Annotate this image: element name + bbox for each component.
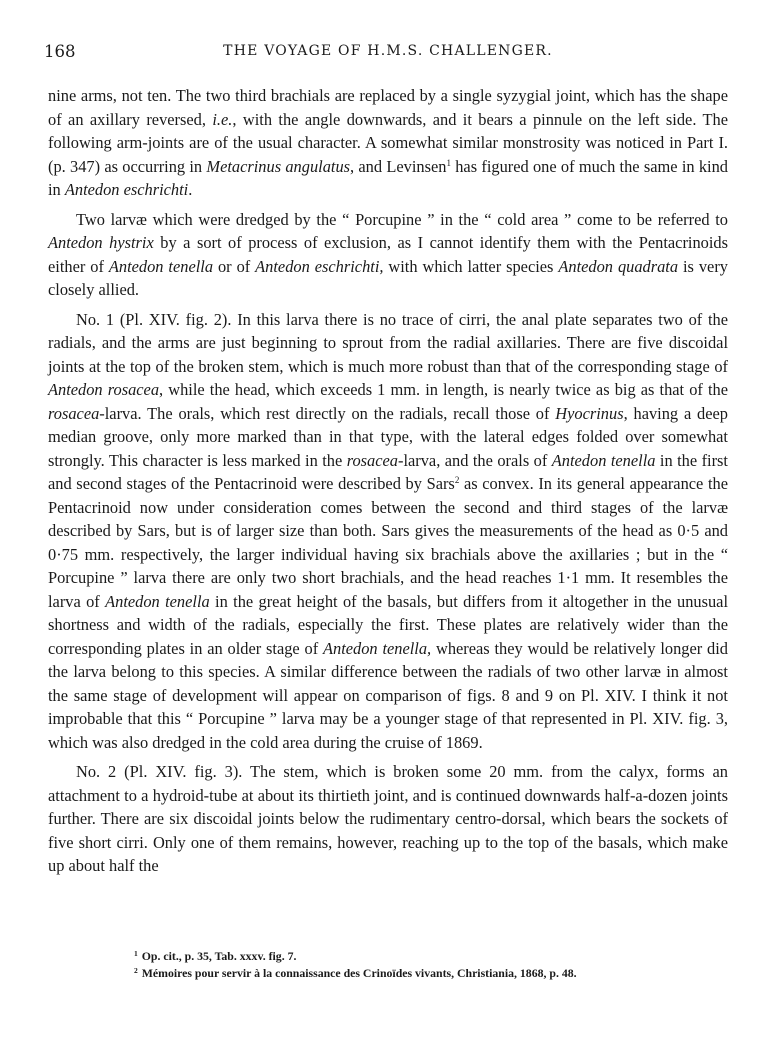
text-run: or of — [213, 256, 256, 276]
species-name: Antedon eschrichti, — [255, 256, 384, 276]
species-name: Antedon tenella — [551, 450, 656, 470]
page-header — [44, 42, 732, 66]
text-run: , and Levinsen — [350, 156, 447, 176]
paragraph-1 — [48, 84, 728, 202]
abbreviation: i.e. — [212, 109, 233, 129]
species-name: Antedon hystrix — [48, 233, 154, 252]
paragraph-4 — [48, 760, 728, 878]
species-name: Antedon tenella, — [323, 638, 432, 658]
footnote-ref: 2 — [454, 475, 460, 485]
species-name: Hyocrinus — [555, 403, 624, 423]
text-run: by a sort of process of exclusion, as I cannot identify them with the Pentacrinoids either of — [48, 233, 728, 276]
species-name: Antedon tenella — [108, 256, 214, 276]
text-run: in the great height of the basals, but differs from it altogether in the unusual shortness and width of the radials, especially the first. These plates are relatively wider than the corresponding plates in an older stage of — [48, 591, 729, 658]
text-run: -larva, and the orals of — [397, 450, 552, 470]
footnote-2 — [134, 965, 694, 982]
running-title: THE VOYAGE OF H.M.S. CHALLENGER. — [223, 43, 553, 59]
species-name: Metacrinus angulatus — [206, 156, 351, 176]
text-run: with which latter species — [383, 256, 559, 276]
text-run: , while the head, which exceeds 1 mm. in length, is nearly twice as big as that of the — [159, 380, 728, 399]
paragraph-2 — [48, 208, 728, 302]
text-run: has figured one of much the same in kind in — [48, 156, 728, 199]
text-run: , with the angle downwards, and it bears a pinnule on the left side. The following arm-joints are of the usual character. A somewhat similar monstrosity was noticed in Part I. (p. 347) as occurring in — [48, 109, 728, 176]
footnote-text: Op. cit., p. 35, Tab. xxxv. fig. 7. — [141, 949, 297, 963]
page-number: 168 — [44, 42, 76, 61]
footnote-text: Mémoires pour servir à la connaissance des Crinoïdes vivants, Christiania, 1868, p. 48. — [141, 966, 577, 980]
text-run: No. 2 (Pl. XIV. fig. 3). The stem, which is broken some 20 mm. from the calyx, forms an attachment to a hydroid-tube at about its thirtieth joint, and is continued downwards half-a-dozen joints further. There are six discoidal joints below the rudimentary centro-dorsal, which bears the sockets of five short cirri. Only one of them remains, however, reaching up to the top of the basals, which make up about half the — [48, 762, 728, 875]
text-run: as convex. In its general appearance the Pentacrinoid now under consideration comes between the second and third stages of the larvæ described by Sars, but is of larger size than both. Sars gives the measurements of the head as 0·5 and 0·75 mm. respectively, the larger individual having six brachials above the axillaries ; but in the “ Porcupine ” larva there are only two short brachials, and the head reaches 1·1 mm. It resembles the larva of — [48, 474, 728, 611]
text-run: -larva. The orals, which rest directly on the radials, recall those of — [99, 403, 556, 423]
text-run: Two larvæ which were dredged by the “ Porcupine ” in the “ cold area ” come to be referred to — [76, 209, 728, 229]
text-run: is very closely allied. — [48, 256, 728, 299]
text-run: in the first and second stages of the Pentacrinoid were described by Sars — [48, 450, 728, 493]
text-run: whereas they would be relatively longer did the larva belong to this species. A similar difference between the radials of two other larvæ in almost the same stage of development will appear on comparison of figs. 8 and 9 on Pl. XIV. I think it not improbable that this “ Porcupine ” larva may be a younger stage of that represented in Pl. XIV. fig. 3, which was also dredged in the cold area during the cruise of 1869. — [48, 638, 728, 752]
paragraph-3 — [48, 308, 728, 755]
text-run: nine arms, not ten. The two third brachials are replaced by a single syzygial joint, which has the shape of an axillary reversed, — [48, 86, 728, 129]
species-name: Antedon quadrata — [558, 256, 679, 276]
species-name: Antedon eschrichti — [64, 180, 189, 199]
species-name: rosacea — [346, 450, 398, 470]
species-name: rosacea — [48, 403, 100, 423]
footnote-1 — [134, 948, 694, 965]
footnote-mark: 2 — [134, 966, 138, 975]
text-run: No. 1 (Pl. XIV. fig. 2). In this larva there is no trace of cirri, the anal plate separates two of the radials, and the arms are just beginning to sprout from the radial axillaries. There are five discoidal joints at the top of the broken stem, which is much more robust than that of the corresponding stage of — [48, 309, 728, 376]
text-run: . — [188, 180, 193, 199]
species-name: Antedon tenella — [105, 591, 210, 611]
footnotes — [134, 948, 694, 982]
footnote-mark: 1 — [134, 949, 138, 958]
footnote-ref: 1 — [446, 157, 451, 168]
text-run: , having a deep median groove, only more marked than in that type, with the lateral edges folded over somewhat strongly. This character is less marked in the — [48, 403, 728, 470]
body-text — [48, 84, 728, 878]
species-name: Antedon rosacea — [48, 380, 160, 399]
